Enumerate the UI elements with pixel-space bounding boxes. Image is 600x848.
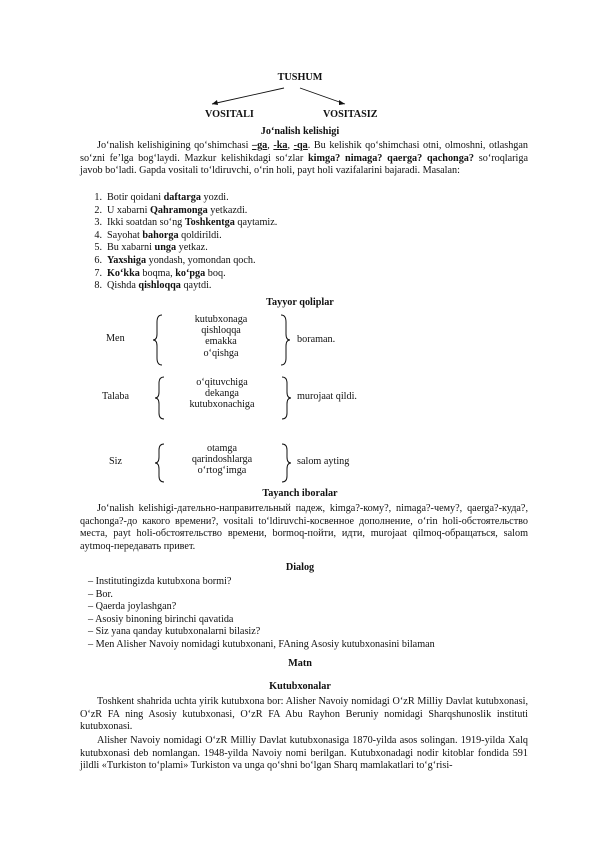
list-number: 2.: [94, 204, 102, 216]
intro-text-1: Jo‘nalish kelishigining qo‘shimchasi: [97, 140, 252, 151]
example-post: qaytamiz.: [234, 217, 278, 229]
dialog-line: – Bor.: [88, 588, 113, 600]
group2-right-brace: [280, 376, 292, 420]
example-pre: Sayohat: [107, 229, 143, 241]
intro-text-2: . Bu kelishik qo‘shimchasi otni, olmoshni, otlashgan so‘zni fe’lga bog‘laydi. Mazkur kelishikdagi so‘zlar: [80, 140, 529, 164]
example-bold: Toshkentga: [184, 217, 235, 229]
option-item: o‘qituvchiga: [196, 377, 248, 388]
example-post-2: boq.: [205, 267, 226, 279]
group1-options: [166, 314, 276, 359]
section5-paragraph-2: Alisher Navoiy nomidagi O‘zR Milliy Davlat kutubxonasiga 1870-yilda asos solingan. 1919-yilda Xalq kutubxonasi deb nomlangan. 1948-yilda Navoiy nomi berilgan. Kutubxonadagi nodir kitoblar fondida 591 jildli «Turkiston to‘plami» Turkiston va unga qo‘shni bo‘lgan Sharq mamlakatlari to‘g‘risi-: [80, 735, 528, 772]
example-pre: Bu xabarni: [107, 242, 155, 254]
group3-subject: Siz: [109, 456, 123, 467]
dialog-line: – Asosiy binoning birinchi qavatida: [88, 613, 234, 625]
group3-options: [166, 443, 278, 477]
group2-options: [166, 377, 278, 411]
example-post: boqma,: [139, 267, 176, 279]
section3-text: Jo‘nalish kelishigi-дательно-направительный падеж, kimga?-кому?, nimaga?-чему?, qaerga?-куда?, qachonga?-до какого времени?, vositali to‘ldiruvchi-косвенное дополнение, o‘rin holi-обстоятельство места, payt holi-обстоятельство времени, bormoq-пойти, идти, murojaat qilmoq-обращаться, salom aytmoq-передавать привет.: [80, 503, 528, 552]
example-post: yondash, yomondan qoch.: [146, 254, 256, 266]
example-pre: Botir qoidani: [107, 192, 164, 203]
section5-paragraph-1: Toshkent shahrida uchta yirik kutubxona bor: Alisher Navoiy nomidagi O‘zR Milliy Davlat kutubxonasi, O‘zR FA ning Asosiy kutubxonasi, O‘zR FA Abu Rayhon Beruniy nomidagi Sharqshunoslik instituti kutubxonasi.: [80, 696, 528, 733]
example-post: qoldirildi.: [178, 229, 222, 241]
diagram-arrows: [0, 84, 600, 114]
dialog-line: – Siz yana qanday kutubxonalarni bilasiz?: [88, 626, 261, 638]
example-pre: Qishda: [107, 280, 139, 292]
dialog-line: – Men Alisher Navoiy nomidagi kutubxonani, FAning Asosiy kutubxonasini bilaman: [88, 638, 435, 650]
option-item: emakka: [205, 336, 237, 348]
section4-heading: Dialog: [285, 562, 315, 573]
group3-right-brace: [280, 443, 292, 483]
list-item: [88, 242, 518, 255]
example-post: qaytdi.: [180, 280, 212, 292]
example-post: yozdi.: [200, 192, 229, 203]
list-number: 3.: [94, 217, 102, 229]
option-item: dekanga: [205, 388, 239, 400]
option-item: qarindoshlarga: [191, 454, 253, 466]
group2-left-brace: [154, 376, 166, 420]
examples-list: [88, 192, 518, 293]
dialog-line: – Qaerda joylashgan?: [88, 601, 177, 613]
example-bold: daftarga: [163, 192, 201, 203]
list-item: [88, 205, 518, 218]
list-item: [88, 192, 518, 205]
group3-verb: salom ayting: [297, 456, 350, 467]
suffix-ka: -ka: [273, 140, 288, 151]
group1-verb: boraman.: [297, 334, 336, 345]
group3-left-brace: [154, 443, 166, 483]
suffix-ga: –ga: [251, 140, 268, 151]
list-item: [88, 268, 518, 281]
list-number: 1.: [94, 192, 102, 203]
list-number: 8.: [94, 280, 102, 292]
diagram-left: VOSITALI: [205, 109, 254, 120]
dialog-line: – Institutingizda kutubxona bormi?: [88, 576, 232, 587]
example-post: yetkaz.: [176, 242, 208, 254]
list-item: [88, 255, 518, 268]
group1-left-brace: [152, 314, 164, 366]
example-bold: bahorga: [142, 229, 179, 241]
example-post: yetkazdi.: [207, 204, 248, 216]
option-item: kutubxonaga: [194, 314, 248, 325]
list-item: [88, 217, 518, 230]
list-number: 7.: [94, 267, 102, 279]
list-number: 5.: [94, 242, 102, 254]
arrow-right-line: [300, 88, 345, 104]
list-number: 6.: [94, 254, 102, 266]
option-item: qishloqqa: [201, 325, 241, 337]
option-item: o‘rtog‘imga: [197, 465, 247, 477]
example-bold: unga: [154, 242, 177, 254]
option-item: o‘qishga: [203, 347, 239, 359]
intro-comma-1: ,: [267, 140, 274, 151]
list-item: [88, 230, 518, 243]
arrow-right-head: [339, 100, 345, 105]
example-pre: Ikki soatdan so‘ng: [107, 217, 185, 229]
group2-subject: Talaba: [102, 391, 129, 402]
option-item: kutubxonachiga: [189, 399, 255, 411]
diagram-right: VOSITASIZ: [323, 109, 378, 120]
example-bold: qishloqqa: [138, 280, 181, 292]
list-number: 4.: [94, 229, 102, 241]
intro-questions: kimga? nimaga? qaerga? qachonga?: [308, 152, 474, 164]
section5-heading: Matn: [288, 658, 312, 669]
diagram-root: TUSHUM: [277, 72, 323, 83]
group1-subject: Men: [106, 333, 125, 344]
intro-comma-2: ,: [287, 140, 294, 151]
section1-intro: [80, 140, 528, 178]
section1-heading: Jo‘nalish kelishigi: [260, 126, 340, 137]
example-pre: U xabarni: [107, 204, 150, 216]
example-bold: Qahramonga: [150, 204, 208, 216]
section5-subheading: Kutubxonalar: [269, 681, 331, 692]
group2-verb: murojaat qildi.: [297, 391, 357, 402]
example-bold: Yaxshiga: [107, 254, 147, 266]
arrow-left-line: [212, 88, 284, 104]
section3-heading: Tayanch iboralar: [262, 488, 338, 499]
section2-heading: Tayyor qoliplar: [266, 297, 334, 308]
option-item: otamga: [207, 443, 237, 454]
example-bold: Ko‘kka: [107, 267, 140, 279]
group1-right-brace: [279, 314, 291, 366]
list-item: [88, 280, 518, 293]
suffix-qa: -qa: [293, 140, 308, 151]
intro-text-3: so‘roqlariga javob bo‘ladi. Gapda vositali to‘ldiruvchi, o‘rin holi, payt holi vazifalarini bajaradi. Masalan:: [80, 152, 528, 177]
example-bold-2: ko‘pga: [175, 267, 206, 279]
dialog-lines: [88, 576, 528, 652]
